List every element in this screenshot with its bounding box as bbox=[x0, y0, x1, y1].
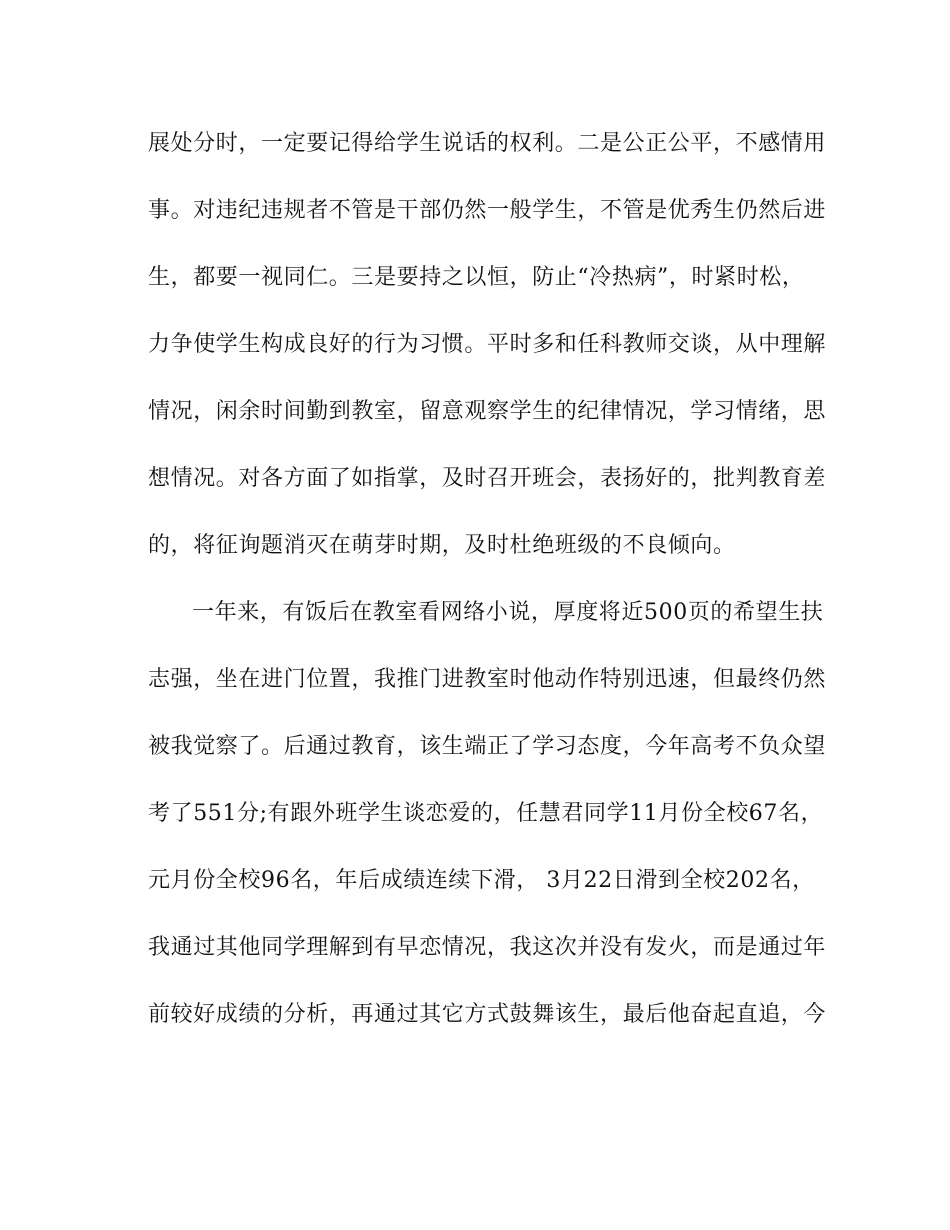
text-line: 元月份全校96名，年后成绩连续下滑， 3月22日滑到全校202名， bbox=[148, 868, 815, 893]
text-line: 情况，闲余时间勤到教室，留意观察学生的纪律情况，学习情绪，思 bbox=[148, 399, 827, 424]
text-line: 考了551分;有跟外班学生谈恋爱的，任慧君同学11月份全校67名， bbox=[148, 801, 824, 826]
text-line: 志强，坐在进门位置，我推门进教室时他动作特别迅速，但最终仍然 bbox=[148, 667, 827, 692]
text-line: 力争使学生构成良好的行为习惯。平时多和任科教师交谈，从中理解 bbox=[148, 332, 827, 357]
text-line: 的，将征询题消灭在萌芽时期，及时杜绝班级的不良倾向。 bbox=[148, 533, 736, 558]
text-line: 展处分时，一定要记得给学生说话的权利。二是公正公平，不感情用 bbox=[148, 131, 827, 156]
text-line: 想情况。对各方面了如指掌，及时召开班会，表扬好的，批判教育差 bbox=[148, 466, 827, 491]
text-line: 我通过其他同学理解到有早恋情况，我这次并没有发火，而是通过年 bbox=[148, 935, 827, 960]
body-text bbox=[148, 118, 827, 1056]
text-line: 事。对违纪违规者不管是干部仍然一般学生，不管是优秀生仍然后进 bbox=[148, 198, 827, 223]
text-line: 前较好成绩的分析，再通过其它方式鼓舞该生，最后他奋起直追，今 bbox=[148, 1002, 827, 1027]
paragraph-first-line: 一年来，有饭后在教室看网络小说，厚度将近500页的希望生扶 bbox=[192, 600, 824, 625]
text-line: 被我觉察了。后通过教育，该生端正了学习态度，今年高考不负众望 bbox=[148, 734, 827, 759]
text-line: 生，都要一视同仁。三是要持之以恒，防止“冷热病”，时紧时松， bbox=[148, 265, 805, 290]
